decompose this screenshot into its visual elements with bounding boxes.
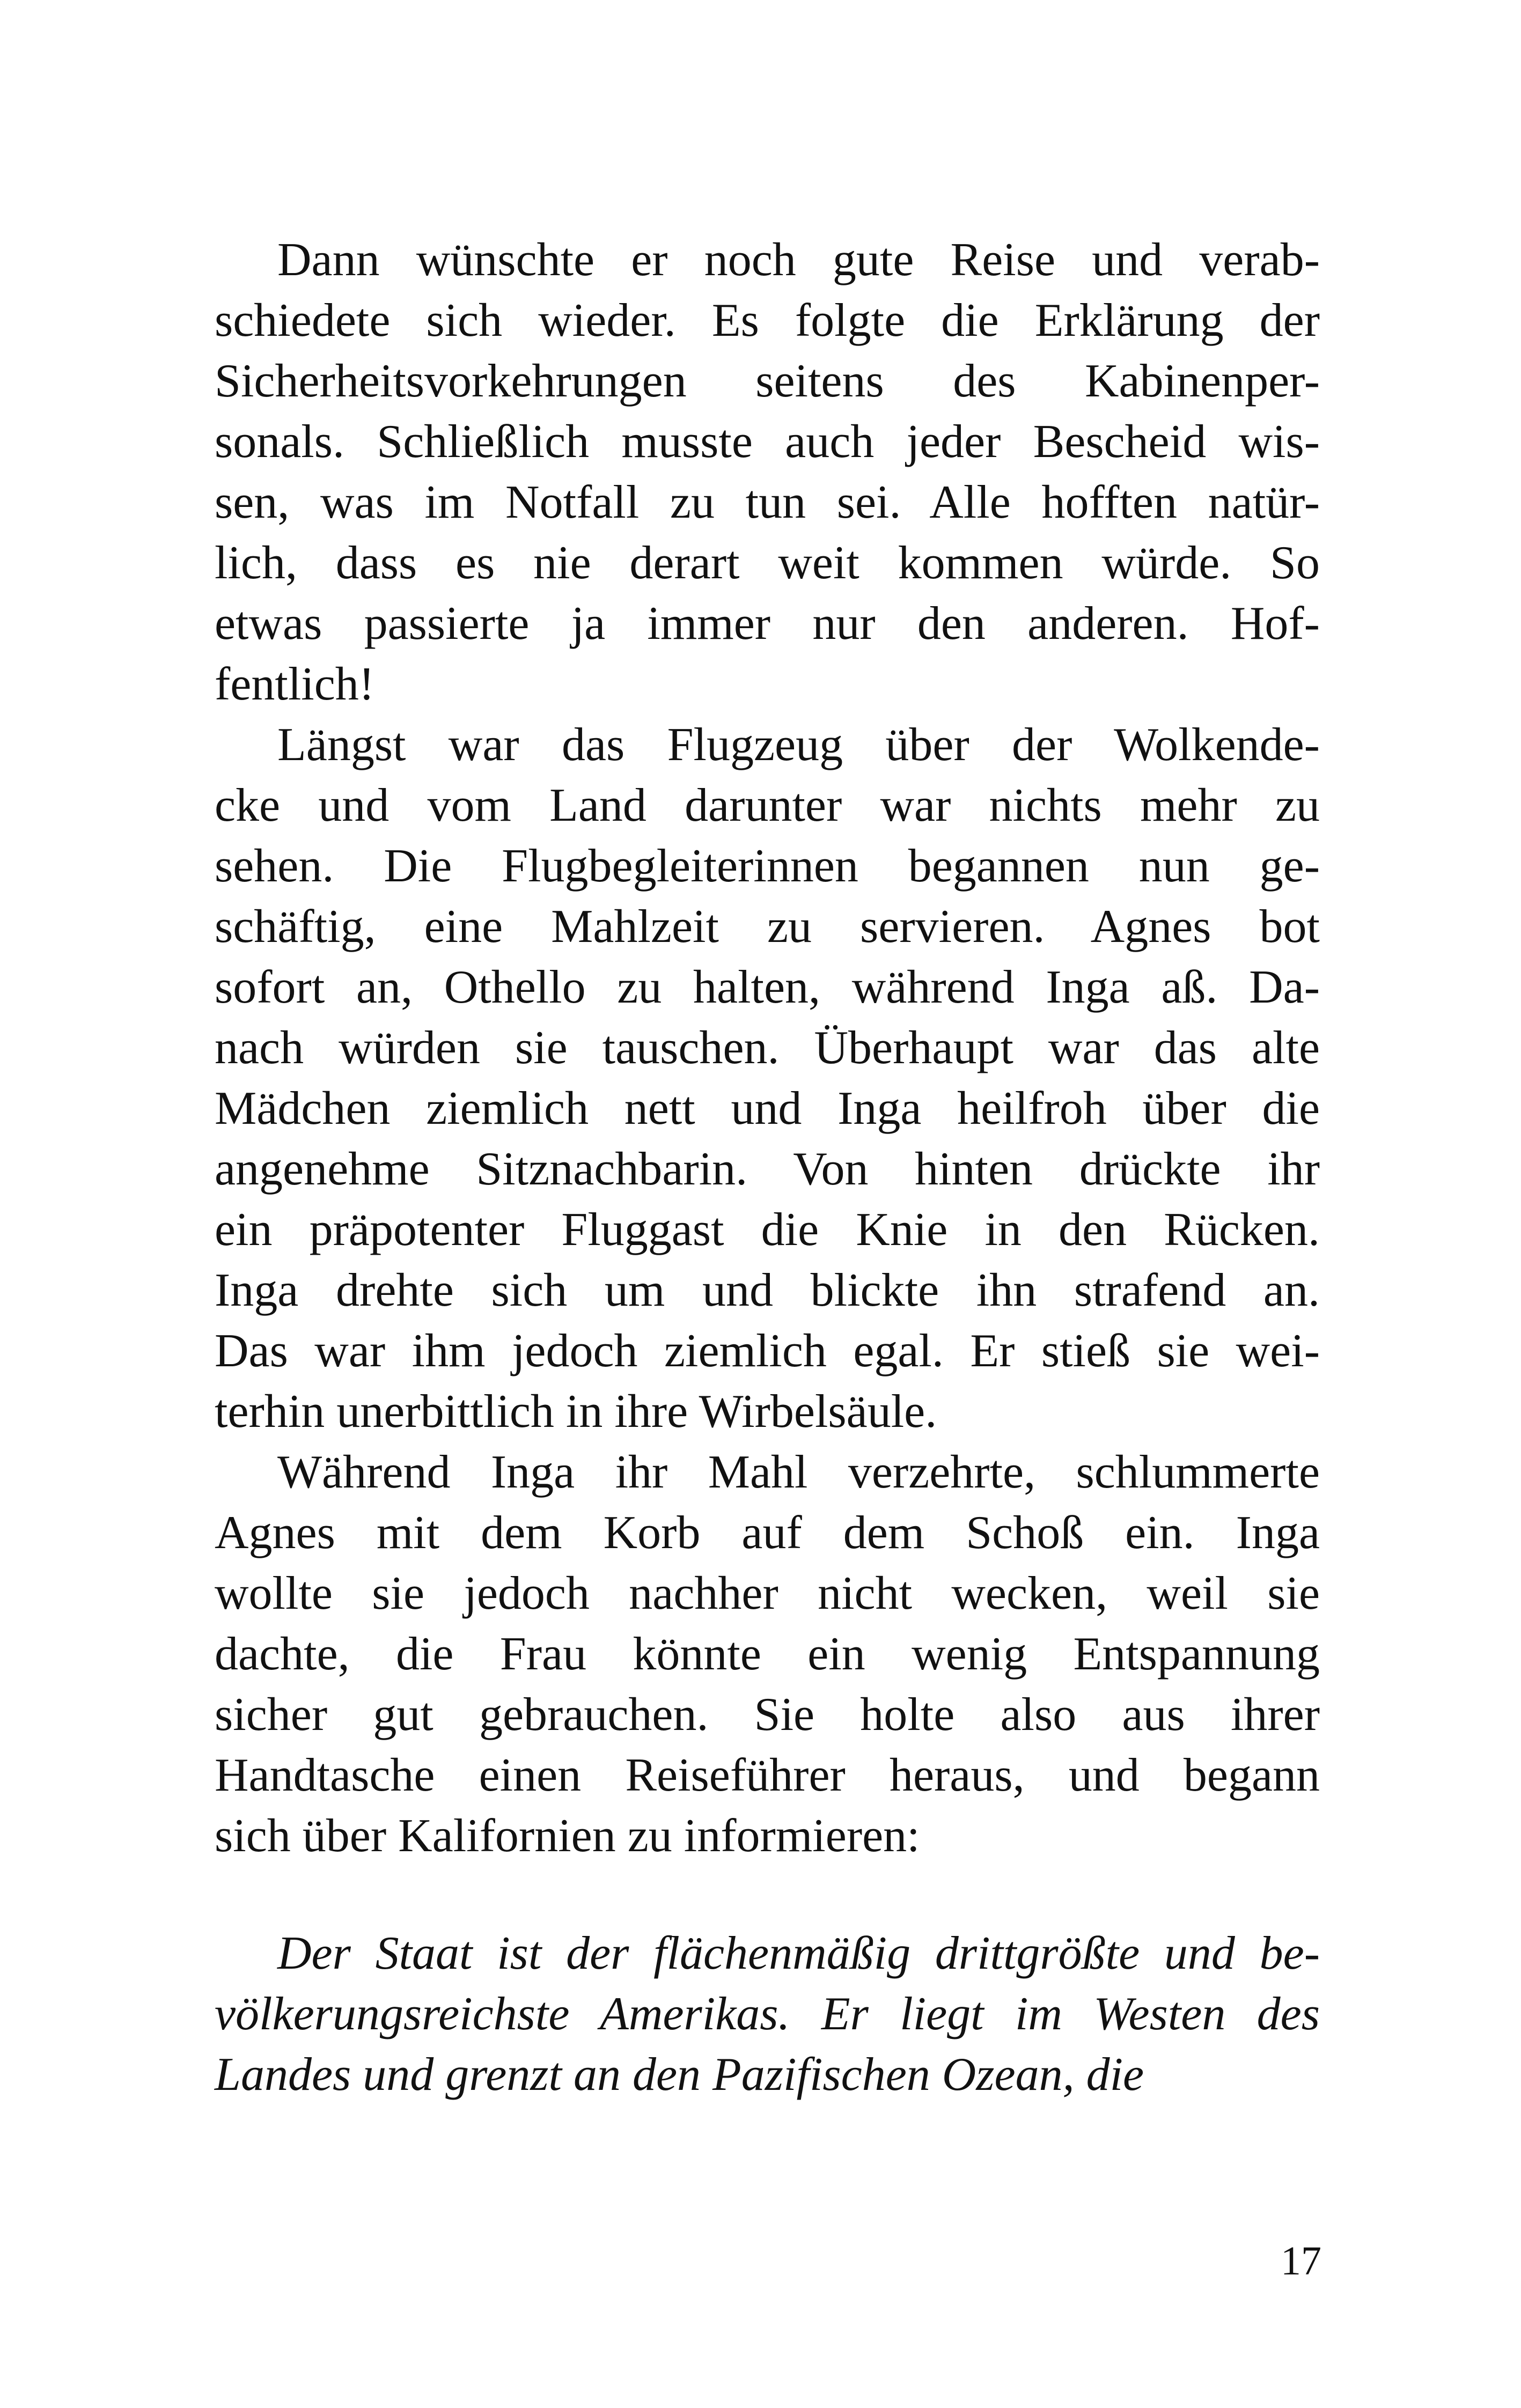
paragraph-line: schäftig, eine Mahlzeit zu servieren. Agnes bot (215, 901, 1320, 953)
paragraph-line: Inga drehte sich um und blickte ihn strafend an. (215, 1264, 1320, 1316)
paragraph-line: ein präpotenter Fluggast die Knie in den Rücken. (215, 1204, 1320, 1256)
paragraph-line: angenehme Sitznachbarin. Von hinten drückte ihr (215, 1143, 1320, 1195)
quote-line: Der Staat ist der flächenmäßig drittgrößte und be- (277, 1927, 1320, 1979)
paragraph-line: sonals. Schließlich musste auch jeder Bescheid wis- (215, 416, 1320, 468)
paragraph-line: etwas passierte ja immer nur den anderen. Hof- (215, 598, 1320, 650)
paragraph-line: sehen. Die Flugbegleiterinnen begannen nun ge- (215, 840, 1320, 892)
body-text (215, 230, 1320, 1866)
paragraph-line: sich über Kalifornien zu informieren: (215, 1810, 920, 1862)
paragraph-line: Agnes mit dem Korb auf dem Schoß ein. Inga (215, 1507, 1320, 1559)
quoted-passage (215, 1923, 1320, 2105)
paragraph-line: terhin unerbittlich in ihre Wirbelsäule. (215, 1386, 937, 1438)
paragraph-line: schiedete sich wieder. Es folgte die Erklärung der (215, 294, 1320, 347)
paragraph-line: dachte, die Frau könnte ein wenig Entspannung (215, 1628, 1320, 1680)
paragraph-line: sicher gut gebrauchen. Sie holte also aus ihrer (215, 1689, 1320, 1741)
paragraph-line: nach würden sie tauschen. Überhaupt war das alte (215, 1022, 1320, 1074)
paragraph-line: wollte sie jedoch nachher nicht wecken, weil sie (215, 1567, 1320, 1619)
paragraph-line: fentlich! (215, 658, 375, 710)
paragraph-line: lich, dass es nie derart weit kommen würde. So (215, 537, 1320, 589)
paragraph-line: cke und vom Land darunter war nichts mehr zu (215, 779, 1320, 831)
paragraph-line: Längst war das Flugzeug über der Wolkende- (277, 719, 1320, 771)
paragraph-line: Während Inga ihr Mahl verzehrte, schlummerte (277, 1446, 1320, 1498)
paragraph-line: sofort an, Othello zu halten, während Inga aß. Da- (215, 961, 1320, 1013)
paragraph-line: Sicherheitsvorkehrungen seitens des Kabinenper- (215, 355, 1320, 407)
paragraph-line: Das war ihm jedoch ziemlich egal. Er stieß sie wei- (215, 1325, 1320, 1377)
quote-line: völkerungsreichste Amerikas. Er liegt im Westen des (215, 1988, 1320, 2040)
page-number: 17 (1281, 2238, 1321, 2284)
paragraph-line: Mädchen ziemlich nett und Inga heilfroh über die (215, 1083, 1320, 1135)
paragraph-line: Handtasche einen Reiseführer heraus, und begann (215, 1749, 1320, 1801)
quote-line: Landes und grenzt an den Pazifischen Ozean, die (215, 2049, 1144, 2101)
paragraph-line: sen, was im Notfall zu tun sei. Alle hofften natür- (215, 476, 1320, 528)
paragraph-line: Dann wünschte er noch gute Reise und verab- (277, 234, 1320, 286)
